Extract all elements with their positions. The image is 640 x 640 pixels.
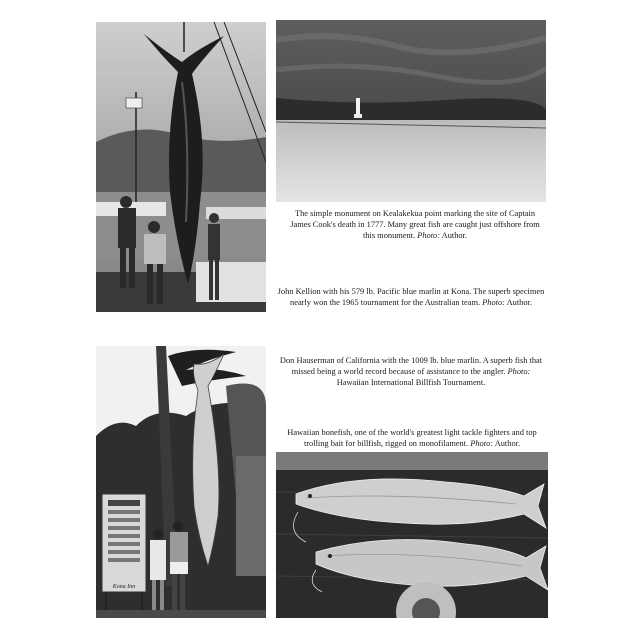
photo-marlin-kona bbox=[96, 22, 266, 312]
caption-monument bbox=[290, 208, 540, 241]
caption-monument-text: The simple monument on Kealakekua point marking the site of Captain James Cook's death in 1777. Many great fish are caught just offshore from this monument. bbox=[290, 209, 540, 240]
caption-kellion-credit-label: Photo: bbox=[482, 298, 505, 307]
caption-hauserman-text: Don Hauserman of California with the 1009 lb. blue marlin. A superb fish that missed being a world record because of assistance to the angler. bbox=[279, 356, 543, 376]
caption-bonefish bbox=[276, 427, 548, 449]
photo-marlin-1009 bbox=[96, 346, 266, 618]
photo-bonefish bbox=[276, 452, 548, 618]
caption-hauserman-credit: Hawaiian International Billfish Tournament. bbox=[336, 378, 486, 387]
caption-kellion-text: John Kellion with his 579 lb. Pacific blue marlin at Kona. The superb specimen nearly won the 1965 tournament for the Australian team. bbox=[277, 287, 545, 307]
caption-monument-credit-label: Photo: bbox=[417, 231, 440, 240]
caption-monument-credit: Author. bbox=[441, 231, 467, 240]
photo-monument bbox=[276, 20, 546, 202]
caption-bonefish-credit: Author. bbox=[494, 439, 521, 448]
caption-hauserman-credit-label: Photo: bbox=[507, 367, 531, 376]
caption-kellion-credit: Author. bbox=[506, 298, 532, 307]
caption-bonefish-text: Hawaiian bonefish, one of the world's greatest light tackle fighters and top trolling bait for billfish, rigged on monofilament. bbox=[287, 428, 537, 448]
caption-hauserman bbox=[276, 355, 546, 388]
kona-inn-sign-text: Kona Inn bbox=[112, 584, 136, 590]
caption-kellion bbox=[276, 286, 546, 308]
caption-bonefish-credit-label: Photo: bbox=[470, 439, 494, 448]
